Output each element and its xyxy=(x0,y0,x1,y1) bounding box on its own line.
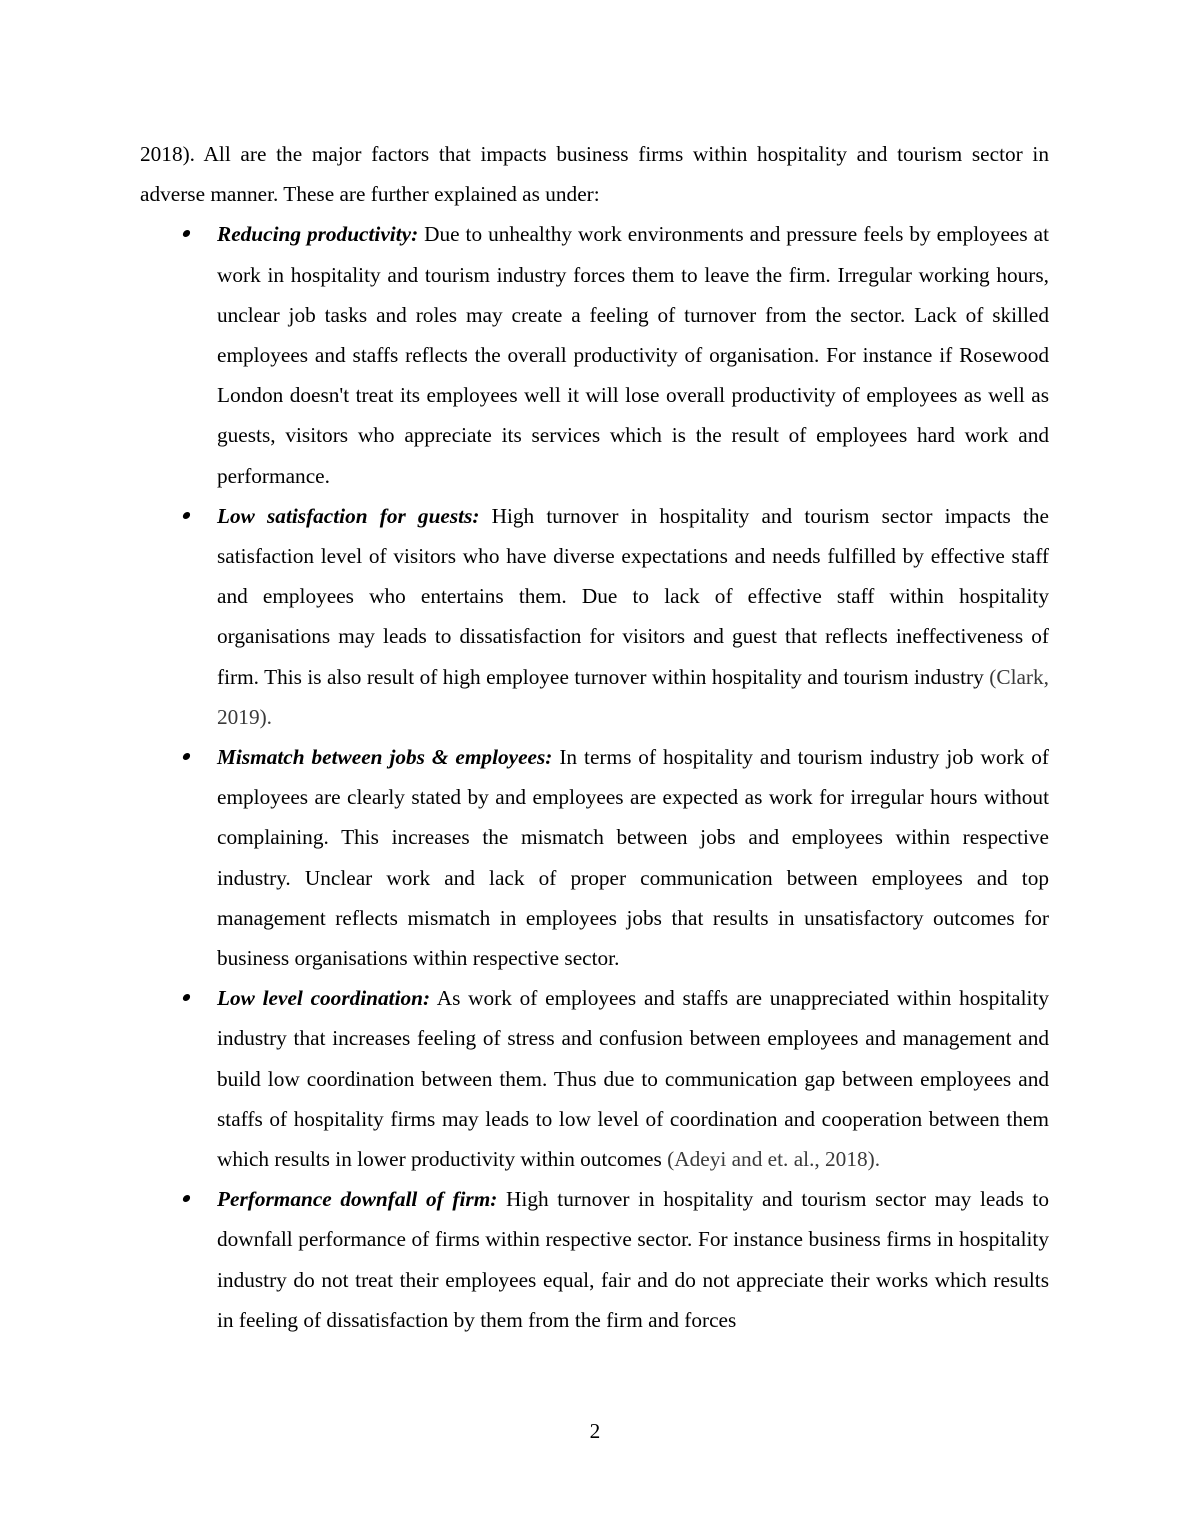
list-item-title: Low level coordination: xyxy=(217,986,431,1011)
list-item-reducing-productivity xyxy=(140,214,1049,495)
factor-list xyxy=(140,214,1049,1340)
list-item-mismatch xyxy=(140,737,1049,978)
list-item-title: Performance downfall of firm: xyxy=(217,1187,498,1212)
bullet-icon xyxy=(182,1195,191,1202)
bullet-icon xyxy=(182,512,191,519)
list-item-title: Low satisfaction for guests: xyxy=(217,503,480,528)
bullet-icon xyxy=(182,230,191,237)
list-item-text: In terms of hospitality and tourism industry job work of employees are clearly stated by and employees are expected as work for irregular hours without complaining. This increases the mismatch between jobs and employees within respective industry. Unclear work and lack of proper communication between employees and top management reflects mismatch in employees jobs that results in unsatisfactory outcomes for business organisations within respective sector. xyxy=(217,745,1049,971)
citation: (Adeyi and et. al., 2018). xyxy=(667,1147,881,1172)
bullet-icon xyxy=(182,753,191,760)
intro-paragraph: 2018). All are the major factors that impacts business firms within hospitality and tourism sector in adverse manner. These are further explained as under: xyxy=(140,142,1049,207)
list-item-text: Due to unhealthy work environments and pressure feels by employees at work in hospitality and tourism industry forces them to leave the firm. Irregular working hours, unclear job tasks and roles may create a feeling of turnover from the sector. Lack of skilled employees and staffs reflects the overall productivity of organisation. For instance if Rosewood London doesn't treat its employees well it will lose overall productivity of employees as well as guests, visitors who appreciate its services which is the result of employees hard work and performance. xyxy=(217,222,1049,488)
list-item-title: Mismatch between jobs & employees: xyxy=(217,745,553,770)
citation: (Clark, 2019). xyxy=(217,664,1049,729)
list-item-title: Reducing productivity: xyxy=(217,222,419,247)
list-item-low-coordination xyxy=(140,978,1049,1179)
list-item-low-satisfaction xyxy=(140,496,1049,737)
list-item-performance-downfall xyxy=(140,1179,1049,1340)
list-item-text: As work of employees and staffs are unappreciated within hospitality industry that increases feeling of stress and confusion between employees and management and build low coordination between them. Thus due to communication gap between employees and staffs of hospitality firms may leads to low level of coordination and cooperation between them which results in lower productivity within outcomes xyxy=(217,986,1050,1172)
bullet-icon xyxy=(182,994,191,1001)
list-item-text: High turnover in hospitality and tourism sector impacts the satisfaction level of visitors who have diverse expectations and needs fulfilled by effective staff and employees who entertains them. Due to lack of effective staff within hospitality organisations may leads to dissatisfaction for visitors and guest that reflects ineffectiveness of firm. This is also result of high employee turnover within hospitality and tourism industry xyxy=(217,503,1049,689)
list-item-text: High turnover in hospitality and tourism sector may leads to downfall performance of firms within respective sector. For instance business firms in hospitality industry do not treat their employees equal, fair and do not appreciate their works which results in feeling of dissatisfaction by them from the firm and forces xyxy=(217,1187,1049,1332)
document-body xyxy=(140,134,1049,1340)
page-number: 2 xyxy=(589,1419,601,1443)
